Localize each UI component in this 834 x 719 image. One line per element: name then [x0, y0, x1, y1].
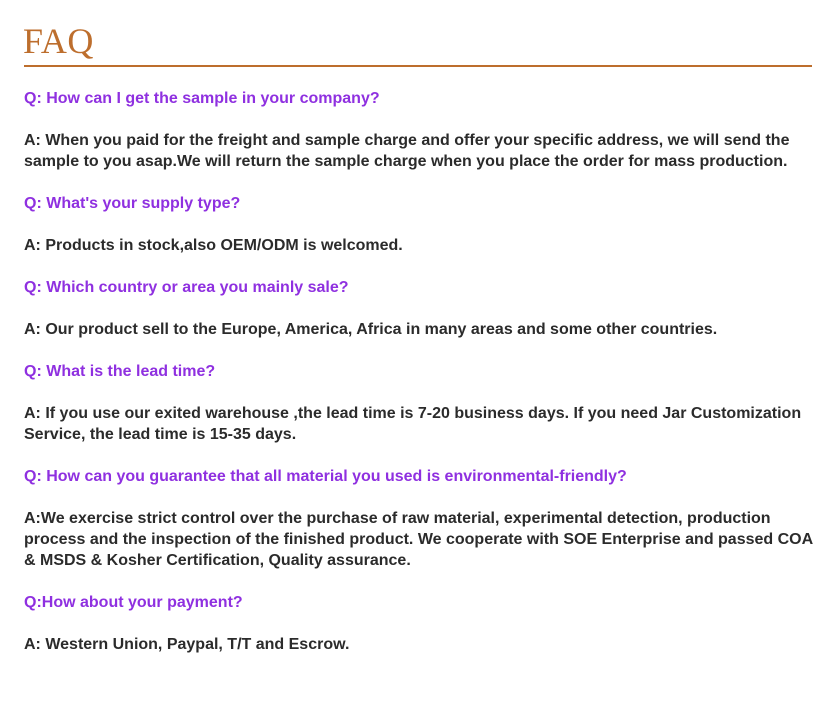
title-divider [24, 65, 812, 67]
faq-answer: A:We exercise strict control over the purchase of raw material, experimental detection, production process and the inspection of the finished product. We cooperate with SOE Enterprise and passed COA & MSDS & Kosher Certification, Quality assurance. [24, 510, 813, 569]
faq-item [24, 277, 814, 340]
faq-answer: A: When you paid for the freight and sample charge and offer your specific address, we will send the sample to you asap.We will return the sample charge when you place the order for mass production. [24, 132, 790, 170]
faq-question: Q: How can I get the sample in your company? [24, 90, 380, 107]
page-title: FAQ [23, 21, 94, 61]
faq-answer: A: If you use our exited warehouse ,the lead time is 7-20 business days. If you need Jar Customization Service, the lead time is 15-35 days. [24, 405, 802, 443]
faq-item [24, 193, 814, 256]
faq-item [24, 361, 814, 445]
faq-question: Q: What is the lead time? [24, 363, 216, 380]
faq-answer: A: Products in stock,also OEM/ODM is welcomed. [24, 237, 403, 254]
faq-question: Q: Which country or area you mainly sale? [24, 279, 349, 296]
faq-answer: A: Our product sell to the Europe, America, Africa in many areas and some other countries. [24, 321, 718, 338]
faq-question: Q: How can you guarantee that all material you used is environmental-friendly? [24, 468, 627, 485]
faq-item [24, 88, 814, 172]
faq-item [24, 592, 814, 655]
faq-item [24, 466, 814, 571]
faq-question: Q:How about your payment? [24, 594, 243, 611]
faq-answer: A: Western Union, Paypal, T/T and Escrow. [24, 636, 350, 653]
faq-list [24, 88, 814, 676]
faq-question: Q: What's your supply type? [24, 195, 241, 212]
